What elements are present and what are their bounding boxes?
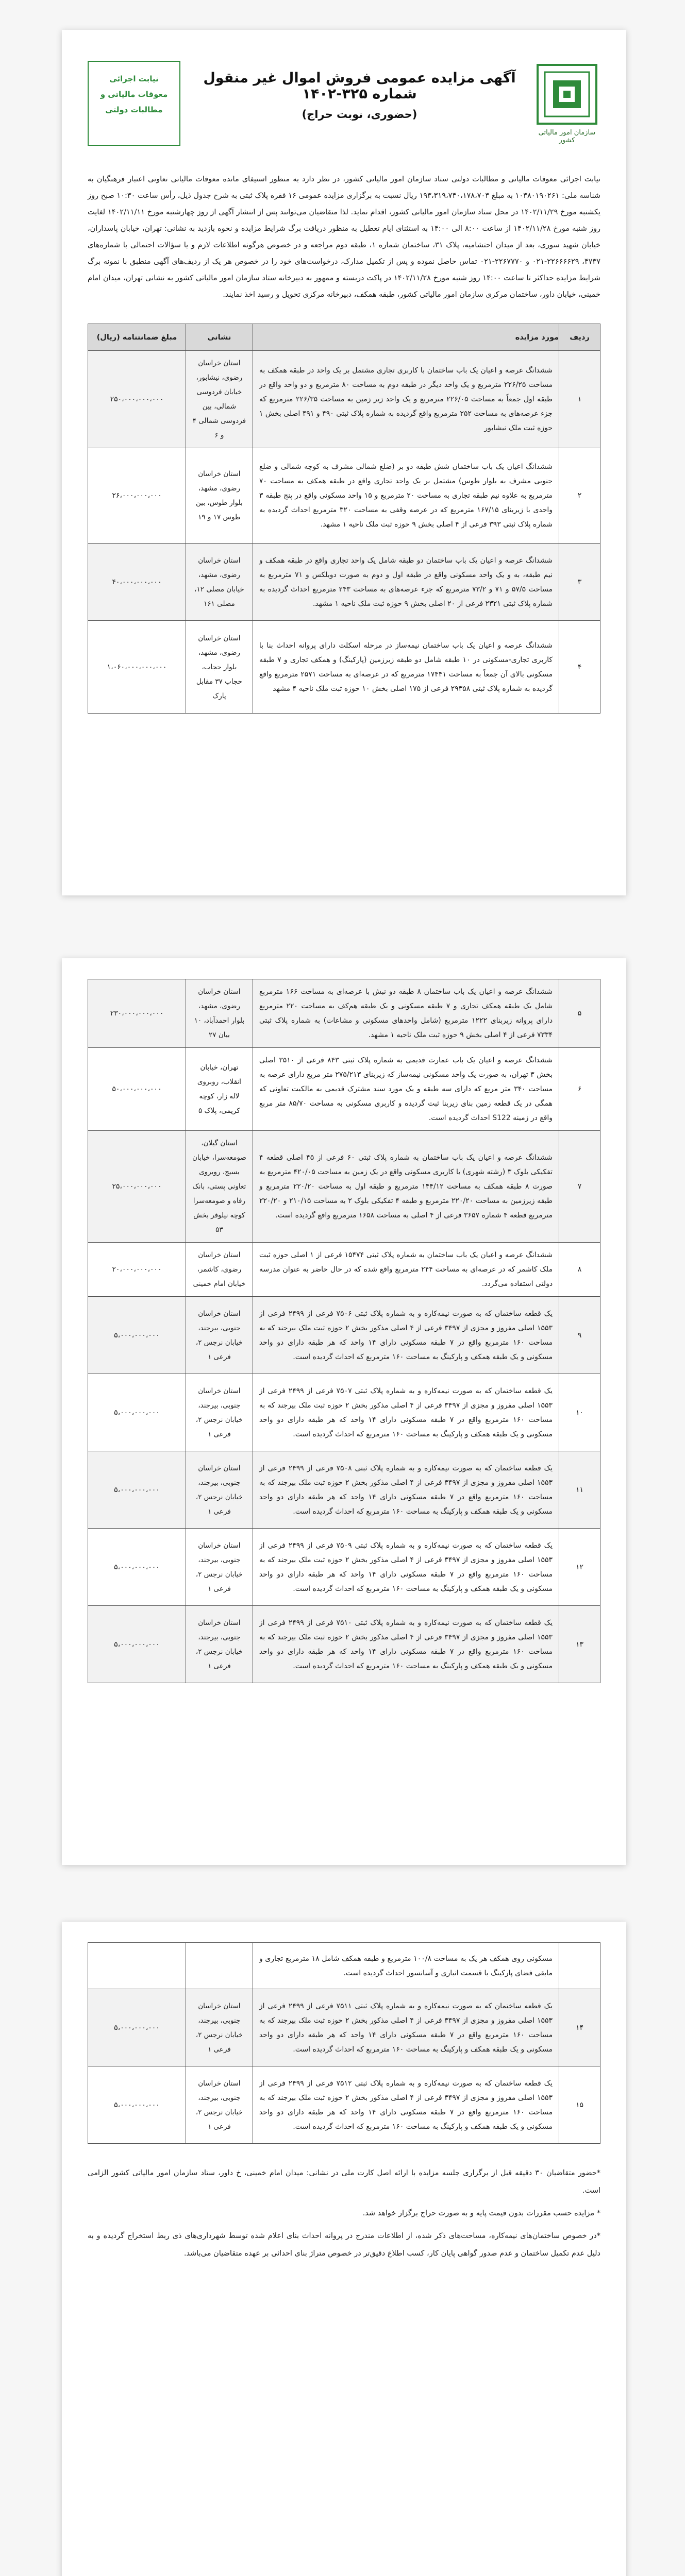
intro-paragraph: نیابت اجرائی معوقات مالیاتی و مطالبات دولتی ستاد سازمان امور مالیاتی کشور، در نظر دارد به منظور استیفای مانده معوقات مالیاتی تعاونی اعتبار فرهنگیان به شناسه ملی: ۱۰۳۸۰۱۹۰۲۶۱ به مبلغ ۱۹۳،۳۱۹،۷۴۰،۱۷۸،۷۰۳ ریال نسبت به برگزاری مزایده عمومی ۱۶ فقره پلاک ثبتی به شرح جدول ذیل، رأس ساعت ۱۰:۳۰ صبح روز یکشنبه مورخ ۱۴۰۲/۱۱/۲۹ در محل ستاد سازمان امور مالیاتی کشور، اقدام نماید. لذا متقاضیان می‌توانند پس از انتشار آگهی از روز چهارشنبه مورخ ۱۴۰۲/۱۱/۱۱ لغایت روز شنبه مورخ ۱۴۰۲/۱۱/۲۸ از ساعت ۸:۰۰ الی ۱۴:۰۰ به استثنای ایام تعطیل به منظور دریافت برگ شرایط مزایده و نحوه بازدید به نشانی: تهران، خیابان پاسداران، خیابان شهید سوری، بعد از میدان احتشامیه، پلاک ۳۱، ساختمان شماره ۱، طبقه دوم مراجعه و در خصوص هرگونه اطلاعات لازم و یا سؤالات احتمالی با شماره‌های ۴۷۳۷، ۲۲۶۶۶۶۲۹-۰۲۱ و ۲۲۶۷۷۷۰-۰۲۱ تماس حاصل نموده و پس از تکمیل مدارک، درخواست‌های خود را در خصوص هر یک از ردیف‌های آگهی منطبق با نمونه برگ شرایط مزایده حداکثر تا ساعت ۱۴:۰۰ روز شنبه مورخ ۱۴۰۲/۱۱/۲۸ در پاکت دربسته و ممهور به دبیرخانه ستاد سازمان امور مالیاتی کشور به نشانی تهران، میدان امام خمینی، خیابان داور، ساختمان مرکزی سازمان امور مالیاتی کشور، طبقه همکف، دبیرخانه مرکزی تحویل و رسید اخذ نمایند.	[88, 175, 601, 299]
table-row	[88, 1606, 600, 1683]
row-description: یک قطعه ساختمان که به صورت نیمه‌کاره و به شماره پلاک ثبتی ۷۵۰۹ فرعی از ۲۴۹۹ فرعی از ۱۵۵۳ اصلی مفروز و مجزی از ۳۴۹۷ فرعی از ۴ اصلی مذکور بخش ۲ حوزه ثبت ملک بیرجند که به مساحت ۱۶۰ مترمربع واقع در ۷ طبقه مسکونی دارای ۱۴ واحد که هر طبقه دارای دو واحد مسکونی و یک طبقه همکف و پارکینگ به مساحت ۱۶۰ مترمربع که احداث گردیده است.	[253, 1529, 559, 1606]
table-row	[88, 1989, 600, 2066]
row-description: یک قطعه ساختمان که به صورت نیمه‌کاره و به شماره پلاک ثبتی ۷۵۱۲ فرعی از ۲۴۹۹ فرعی از ۱۵۵۳ اصلی مفروز و مجزی از ۳۴۹۷ فرعی از ۴ اصلی مذکور بخش ۲ حوزه ثبت ملک بیرجند که به مساحت ۱۶۰ مترمربع واقع در ۷ طبقه مسکونی دارای ۱۴ واحد که هر طبقه دارای دو واحد مسکونی و یک طبقه همکف و پارکینگ به مساحت ۱۶۰ مترمربع که احداث گردیده است.	[253, 2066, 559, 2144]
department-line-2: معوقات مالیاتی و	[100, 90, 168, 99]
row-description: یک قطعه ساختمان که به صورت نیمه‌کاره و به شماره پلاک ثبتی ۷۵۰۸ فرعی از ۲۴۹۹ فرعی از ۱۵۵۳ اصلی مفروز و مجزی از ۳۴۹۷ فرعی از ۴ اصلی مذکور بخش ۲ حوزه ثبت ملک بیرجند که به مساحت ۱۶۰ مترمربع واقع در ۷ طبقه مسکونی دارای ۱۴ واحد که هر طبقه دارای دو واحد مسکونی و یک طبقه همکف و پارکینگ به مساحت ۱۶۰ مترمربع که احداث گردیده است.	[253, 1451, 559, 1529]
row-description: ششدانگ عرصه و اعیان یک باب ساختمان نیمه‌ساز در مرحله اسکلت دارای پروانه احداث بنا با کاربری تجاری-مسکونی در ۱۰ طبقه شامل دو طبقه زیرزمین (پارکینگ) و همکف تجاری و ۷ طبقه مسکونی بالای آن جمعاً به مساحت ۱۷۴۴۱ مترمربع که در عرصه‌ای به مساحت ۲۵۷۱ مترمربع واقع گردیده به شماره پلاک ثبتی ۲۹۳۵۸ فرعی از ۱۷۵ اصلی بخش ۱۰ حوزه ثبت ملک ناحیه ۴ مشهد	[253, 621, 559, 714]
row-description: مسکونی روی همکف هر یک به مساحت ۱۰۰/۸ مترمربع و طبقه همکف شامل ۱۸ مترمربع تجاری و مابقی فضای پارکینگ با قسمت انباری و آسانسور احداث گردیده است.	[253, 1943, 559, 1989]
row-number: ۹	[559, 1297, 600, 1374]
auction-table-final	[88, 1942, 600, 2144]
row-address: استان خراسان رضوی، مشهد، بلوار احمدآباد، ۱۰ بیان ۲۷	[186, 979, 253, 1048]
row-address: استان خراسان جنوبی، بیرجند، خیابان نرجس ۲، فرعی ۱	[186, 1989, 253, 2066]
department-line-3: مطالبات دولتی	[105, 105, 163, 114]
row-number: ۱۰	[559, 1374, 600, 1451]
row-address: استان خراسان جنوبی، بیرجند، خیابان نرجس ۲، فرعی ۱	[186, 1297, 253, 1374]
table-row	[88, 1374, 600, 1451]
header-address: نشانی	[186, 324, 253, 351]
row-number: ۷	[559, 1131, 600, 1243]
row-description: ششدانگ عرصه و اعیان یک باب ساختمان به شماره پلاک ثبتی ۶۰ فرعی از ۴۵ اصلی قطعه ۴ تفکیکی بلوک ۳ (رشته شهری) با کاربری مسکونی واقع در یک زمین به مساحت ۴۲۰/۰۵ مترمربع به صورت ۸ طبقه همکف به مساحت ۱۴۴/۱۲ مترمربع و طبقه اول به مساحت ۲۲۰/۲۰ مترمربع و طبقه زیرزمین به مساحت ۲۲۰/۲۰ مترمربع و طبقه ۴ تفکیکی بلوک ۲ به مساحت ۲۱۰/۱۵ و ۲۲۰/۲۰ مترمربع قطعه ۴ شماره ۳۶۵۷ فرعی از ۴ اصلی به مساحت ۱۶۵۸ مترمربع واقع گردیده است.	[253, 1131, 559, 1243]
auction-table-continued	[88, 979, 600, 1683]
row-amount: ۵،۰۰۰،۰۰۰،۰۰۰	[88, 1606, 186, 1683]
note-item: * مزایده حسب مقررات بدون قیمت پایه و به صورت حراج برگزار خواهد شد.	[362, 2209, 600, 2217]
row-number: ۵	[559, 979, 600, 1048]
row-address	[186, 1943, 253, 1989]
department-line-1: نیابت اجرائی	[109, 74, 159, 83]
note-item: *حضور متقاضیان ۳۰ دقیقه قبل از برگزاری جلسه مزایده با ارائه اصل کارت ملی در نشانی: میدان امام خمینی، خ داور، ستاد سازمان امور مالیاتی کشور الزامی است.	[88, 2169, 600, 2195]
table-row	[88, 1048, 600, 1131]
table-row	[88, 1297, 600, 1374]
document-page-1	[62, 30, 626, 895]
row-amount: ۲۳۰،۰۰۰،۰۰۰،۰۰۰	[88, 979, 186, 1048]
department-box	[88, 61, 180, 146]
row-number: ۳	[559, 544, 600, 621]
row-amount: ۲۶،۰۰۰،۰۰۰،۰۰۰	[88, 448, 186, 544]
table-row	[88, 1529, 600, 1606]
row-number: ۲	[559, 448, 600, 544]
row-address: استان خراسان رضوی، مشهد، بلوار طوس، بین طوس ۱۷ و ۱۹	[186, 448, 253, 544]
document-page-2	[62, 958, 626, 1865]
row-amount: ۵۰،۰۰۰،۰۰۰،۰۰۰	[88, 1048, 186, 1131]
table-row	[88, 1243, 600, 1297]
row-address: استان خراسان رضوی، مشهد، خیابان مصلی ۱۲، مصلی ۱۶۱	[186, 544, 253, 621]
header-description: مورد مزایده	[253, 324, 559, 351]
logo-caption: سازمان امور مالیاتی کشور	[538, 129, 596, 144]
row-description: ششدانگ عرصه و اعیان یک باب عمارت قدیمی به شماره پلاک ثبتی ۸۴۳ فرعی از ۳۵۱۰ اصلی بخش ۳ تهران، به صورت یک واحد مسکونی نیمه‌ساز که زیربنای ۲۷۵/۲۱۳ متر مربع دارای عرصه به مساحت ۳۴۰ متر مربع که دارای سه طبقه و یک مورد سند مشترک قدیمی به مالکیت تعاونی که همگی در یک قطعه زمین بنای زیربنا ثبت گردیده و کاربری مسکونی به مساحت ۸۵/۷۰ متر مربع واقع در زمینه S122 احداث گردیده است.	[253, 1048, 559, 1131]
row-description: یک قطعه ساختمان که به صورت نیمه‌کاره و به شماره پلاک ثبتی ۷۵۰۷ فرعی از ۲۴۹۹ فرعی از ۱۵۵۳ اصلی مفروز و مجزی از ۳۴۹۷ فرعی از ۴ اصلی مذکور بخش ۲ حوزه ثبت ملک بیرجند که به مساحت ۱۶۰ مترمربع واقع در ۷ طبقه مسکونی دارای ۱۴ واحد که هر طبقه دارای دو واحد مسکونی و یک طبقه همکف و پارکینگ به مساحت ۱۶۰ مترمربع که احداث گردیده است.	[253, 1374, 559, 1451]
row-amount: ۵،۰۰۰،۰۰۰،۰۰۰	[88, 1451, 186, 1529]
table-row	[88, 351, 600, 448]
document-page-3	[62, 1922, 626, 2576]
row-amount: ۲۵۰،۰۰۰،۰۰۰،۰۰۰	[88, 351, 186, 448]
table-row	[88, 2066, 600, 2144]
row-description: ششدانگ اعیان یک باب ساختمان شش طبقه دو بر (ضلع شمالی مشرف به کوچه شمالی و ضلع جنوبی مشرف به بلوار طوس) مشتمل بر یک واحد تجاری واقع در طبقه همکف به مساحت ۷۰ مترمربع به علاوه نیم طبقه تجاری به مساحت ۲۰ مترمربع و ۱۵ واحد مسکونی واقع در پنج طبقه ۳ واحدی با زیربنای ۱۶۷/۱۵ مترمربع که در عرصه وقفی به مساحت ۳۲۰ مترمربع احداث گردیده به شماره پلاک ثبتی ۳۹۳ فرعی از ۴ اصلی بخش ۹ حوزه ثبت ملک ناحیه ۱ مشهد.	[253, 448, 559, 544]
table-row	[88, 544, 600, 621]
row-number: ۱۲	[559, 1529, 600, 1606]
row-address: تهران، خیابان انقلاب، روبروی لاله زار، کوچه کریمی، پلاک ۵	[186, 1048, 253, 1131]
row-amount: ۵،۰۰۰،۰۰۰،۰۰۰	[88, 1297, 186, 1374]
row-number: ۱۳	[559, 1606, 600, 1683]
row-address: استان خراسان رضوی، کاشمر، خیابان امام خمینی	[186, 1243, 253, 1297]
row-amount: ۱،۰۶۰،۰۰۰،۰۰۰،۰۰۰	[88, 621, 186, 714]
row-description: یک قطعه ساختمان که به صورت نیمه‌کاره و به شماره پلاک ثبتی ۷۵۱۱ فرعی از ۲۴۹۹ فرعی از ۱۵۵۳ اصلی مفروز و مجزی از ۳۴۹۷ فرعی از ۴ اصلی مذکور بخش ۲ حوزه ثبت ملک بیرجند که به مساحت ۱۶۰ مترمربع واقع در ۷ طبقه مسکونی دارای ۱۴ واحد که هر طبقه دارای دو واحد مسکونی و یک طبقه همکف و پارکینگ به مساحت ۱۶۰ مترمربع که احداث گردیده است.	[253, 1989, 559, 2066]
row-description: ششدانگ عرصه و اعیان یک باب ساختمان ۸ طبقه دو نبش با عرصه‌ای به مساحت ۱۶۶ مترمربع شامل یک طبقه همکف تجاری و ۷ طبقه مسکونی و یک طبقه هم‌کف به مساحت ۲۲۰ مترمربع دارای پروانه زیربنای ۱۲۲۲ مترمربع (شامل واحدهای مسکونی و مشاعات) به شماره پلاک ثبتی ۷۳۳۴ فرعی از ۴ اصلی بخش ۹ حوزه ثبت ملک ناحیه ۱ مشهد.	[253, 979, 559, 1048]
row-number: ۱۵	[559, 2066, 600, 2144]
row-address: استان خراسان جنوبی، بیرجند، خیابان نرجس ۲، فرعی ۱	[186, 1529, 253, 1606]
notice-title: آگهی مزایده عمومی فروش اموال غیر منقول شماره ۳۲۵-۱۴۰۲	[203, 70, 516, 102]
row-amount: ۵،۰۰۰،۰۰۰،۰۰۰	[88, 1989, 186, 2066]
tax-organization-logo-icon	[533, 61, 600, 128]
row-number: ۸	[559, 1243, 600, 1297]
table-row	[88, 621, 600, 714]
table-row	[88, 1451, 600, 1529]
row-address: استان خراسان جنوبی، بیرجند، خیابان نرجس ۲، فرعی ۱	[186, 2066, 253, 2144]
row-number: ۶	[559, 1048, 600, 1131]
header-row-number: ردیف	[559, 324, 600, 351]
table-row	[88, 1131, 600, 1243]
row-number: ۱	[559, 351, 600, 448]
row-number	[559, 1943, 600, 1989]
row-address: استان خراسان جنوبی، بیرجند، خیابان نرجس ۲، فرعی ۱	[186, 1451, 253, 1529]
note-item: *در خصوص ساختمان‌های نیمه‌کاره، مساحت‌های ذکر شده، از اطلاعات مندرج در پروانه احداث بنای اعلام شده توسط شهرداری‌های ذی ربط استخراج گردیده و به دلیل عدم تکمیل ساختمان و عدم صدور گواهی پایان کار، کسب اطلاع دقیق‌تر در خصوص متراژ بنای احداثی بر عهده متقاضیان می‌باشد.	[88, 2232, 600, 2258]
row-amount: ۲۵،۰۰۰،۰۰۰،۰۰۰	[88, 1131, 186, 1243]
notice-subtitle: (حضوری، نوبت حراج)	[302, 108, 417, 121]
row-description: ششدانگ عرصه و اعیان یک باب ساختمان دو طبقه شامل یک واحد تجاری واقع در طبقه همکف و نیم طبقه، به و یک واحد مسکونی واقع در طبقه اول و دوم به صورت دوبلکس و ۷۱ مترمربع به مساحت ۵۷/۵ و ۷۱ و ۷۳/۲ مترمربع که جزء عرصه‌های به مساحت ۲۴۳ مترمربع احداث گردیده به شماره پلاک ثبتی ۲۳۲۱ فرعی از ۲۰ اصلی بخش ۹ حوزه ثبت ملک ناحیه ۱ مشهد.	[253, 544, 559, 621]
notice-header	[88, 61, 600, 164]
row-address: استان خراسان رضوی، مشهد، بلوار حجاب، حجاب ۳۷ مقابل پارک	[186, 621, 253, 714]
row-number: ۱۴	[559, 1989, 600, 2066]
row-description: یک قطعه ساختمان که به صورت نیمه‌کاره و به شماره پلاک ثبتی ۷۵۱۰ فرعی از ۲۴۹۹ فرعی از ۱۵۵۳ اصلی مفروز و مجزی از ۳۴۹۷ فرعی از ۴ اصلی مذکور بخش ۲ حوزه ثبت ملک بیرجند که به مساحت ۱۶۰ مترمربع واقع در ۷ طبقه مسکونی دارای ۱۴ واحد که هر طبقه دارای دو واحد مسکونی و یک طبقه همکف و پارکینگ به مساحت ۱۶۰ مترمربع که احداث گردیده است.	[253, 1606, 559, 1683]
row-amount: ۴۰،۰۰۰،۰۰۰،۰۰۰	[88, 544, 186, 621]
row-number: ۱۱	[559, 1451, 600, 1529]
table-row	[88, 979, 600, 1048]
row-address: استان خراسان رضوی، نیشابور، خیابان فردوسی شمالی، بین فردوسی شمالی ۴ و ۶	[186, 351, 253, 448]
row-amount: ۲۰،۰۰۰،۰۰۰،۰۰۰	[88, 1243, 186, 1297]
row-amount: ۵،۰۰۰،۰۰۰،۰۰۰	[88, 2066, 186, 2144]
auction-table	[88, 324, 600, 714]
row-description: یک قطعه ساختمان که به صورت نیمه‌کاره و به شماره پلاک ثبتی ۷۵۰۶ فرعی از ۲۴۹۹ فرعی از ۱۵۵۳ اصلی مفروز و مجزی از ۳۴۹۷ فرعی از ۴ اصلی مذکور بخش ۲ حوزه ثبت ملک بیرجند که به مساحت ۱۶۰ مترمربع واقع در ۷ طبقه مسکونی دارای ۱۴ واحد که هر طبقه دارای دو واحد مسکونی و یک طبقه همکف و پارکینگ به مساحت ۱۶۰ مترمربع که احداث گردیده است.	[253, 1297, 559, 1374]
row-amount	[88, 1943, 186, 1989]
table-row	[88, 1943, 600, 1989]
row-amount: ۵،۰۰۰،۰۰۰،۰۰۰	[88, 1374, 186, 1451]
header-amount: مبلغ ضمانتنامه (ریال)	[88, 324, 186, 351]
row-description: ششدانگ عرصه و اعیان یک باب ساختمان به شماره پلاک ثبتی ۱۵۴۷۴ فرعی از ۱ اصلی حوزه ثبت ملک کاشمر که در عرصه‌ای به مساحت ۲۴۴ مترمربع واقع شده که در حال حاضر به عنوان مدرسه دولتی استفاده می‌گردد.	[253, 1243, 559, 1297]
row-amount: ۵،۰۰۰،۰۰۰،۰۰۰	[88, 1529, 186, 1606]
row-address: استان گیلان، صومعه‌سرا، خیابان بسیج، روبروی تعاونی پستی، بانک رفاه و صومعه‌سرا کوچه نیلوفر بخش ۵۳	[186, 1131, 253, 1243]
table-row	[88, 448, 600, 544]
row-description: ششدانگ عرصه و اعیان یک باب ساختمان با کاربری تجاری مشتمل بر یک واحد در طبقه همکف به مساحت ۲۲۶/۲۵ مترمربع و یک واحد دیگر در طبقه دوم به مساحت ۸۰ مترمربع و دو واحد واقع در طبقه اول جمعاً به مساحت ۲۲۶/۰۵ مترمربع و یک واحد زیر زمین به مساحت ۲۲۶/۳۵ مترمربع که جزء عرصه‌های به مساحت ۲۵۲ مترمربع واقع گردیده به شماره پلاک ثبتی ۴۹۰ و ۴۹۱ اصلی بخش ۱ حوزه ثبت ملک نیشابور	[253, 351, 559, 448]
title-block	[201, 70, 518, 121]
row-address: استان خراسان جنوبی، بیرجند، خیابان نرجس ۲، فرعی ۱	[186, 1606, 253, 1683]
notes-section	[88, 2164, 600, 2262]
table-header-row	[88, 324, 600, 351]
row-number: ۴	[559, 621, 600, 714]
row-address: استان خراسان جنوبی، بیرجند، خیابان نرجس ۲، فرعی ۱	[186, 1374, 253, 1451]
